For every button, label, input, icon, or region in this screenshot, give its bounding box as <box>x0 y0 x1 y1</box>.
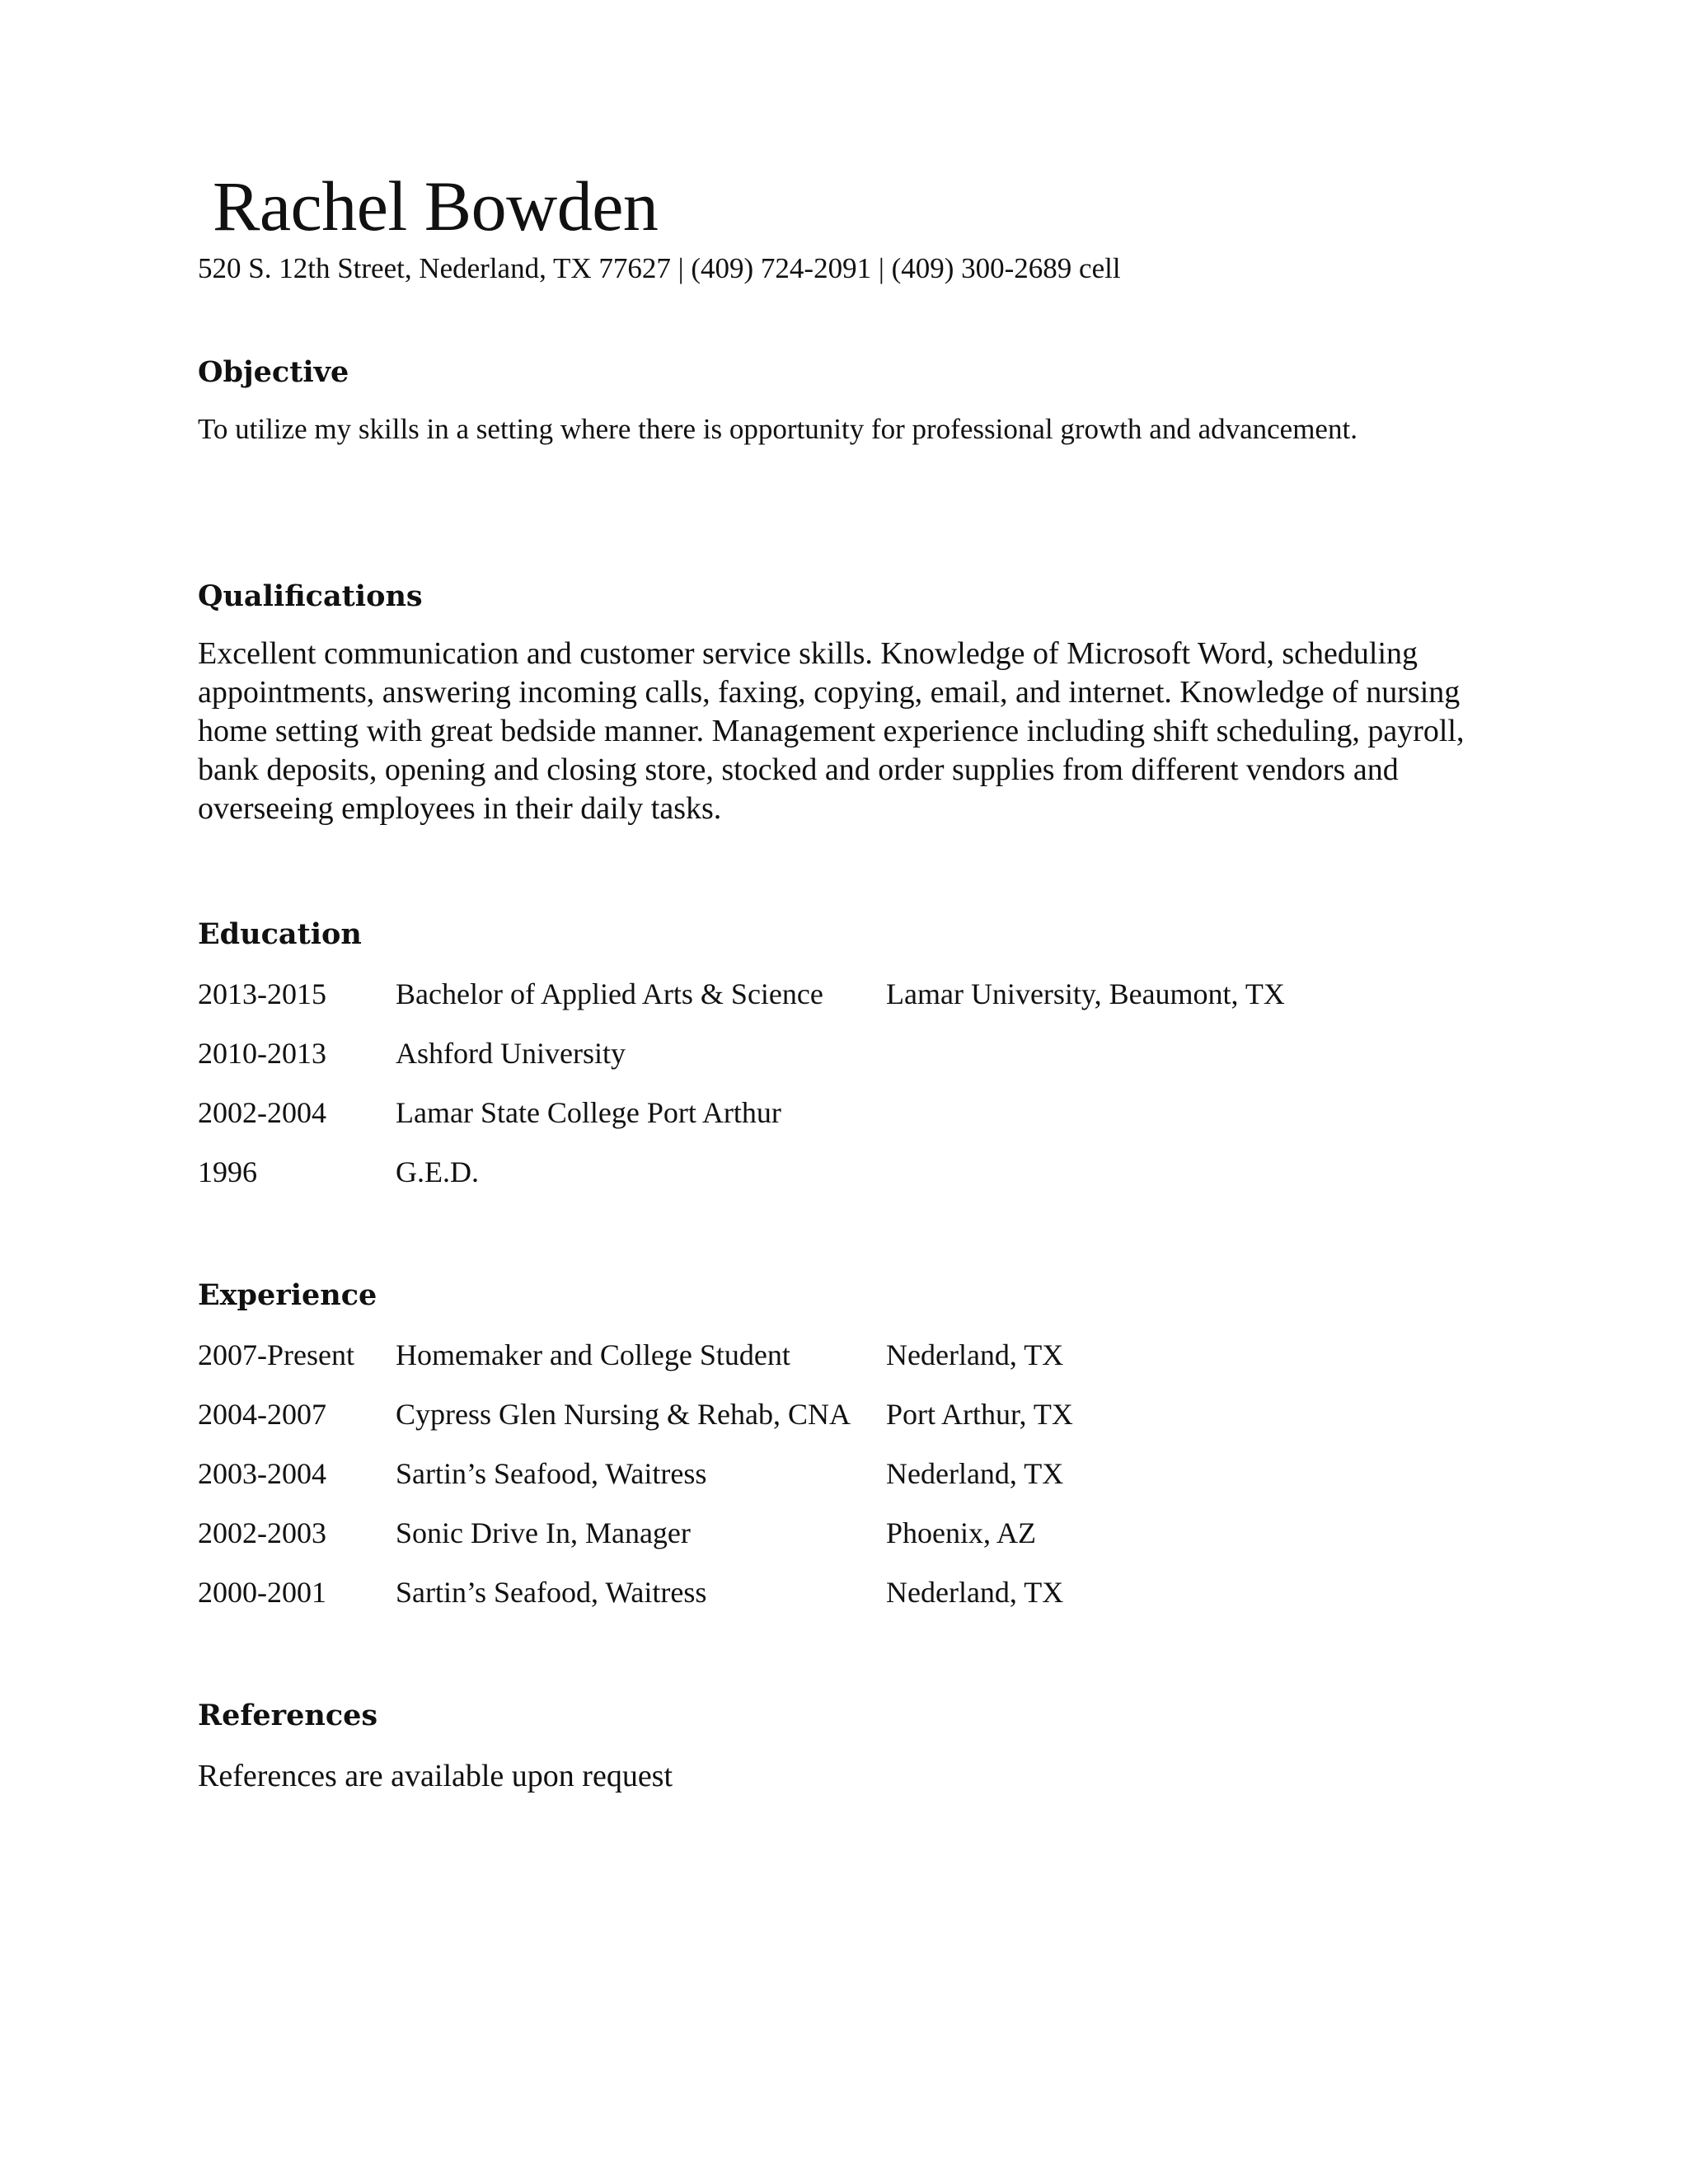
experience-row <box>198 1337 1500 1396</box>
resume-page <box>198 165 1500 1793</box>
objective-section <box>198 354 1500 448</box>
education-title: Ashford University <box>396 1037 626 1070</box>
qualifications-heading: Qualifications <box>198 579 423 613</box>
experience-years: 2003-2004 <box>198 1457 326 1490</box>
experience-location: Phoenix, AZ <box>886 1516 1037 1549</box>
education-title: G.E.D. <box>396 1155 479 1188</box>
experience-years: 2007-Present <box>198 1338 354 1371</box>
applicant-name: Rachel Bowden <box>213 166 659 246</box>
references-text: References are available upon request <box>198 1759 673 1793</box>
education-heading: Education <box>198 917 362 951</box>
experience-section <box>198 1277 1500 1633</box>
education-years: 2002-2004 <box>198 1096 326 1129</box>
experience-heading: Experience <box>198 1278 377 1312</box>
experience-row <box>198 1396 1500 1455</box>
experience-location: Port Arthur, TX <box>886 1398 1073 1431</box>
education-title: Bachelor of Applied Arts & Science <box>396 977 823 1010</box>
education-row <box>198 1035 1500 1094</box>
education-list <box>198 976 1500 1213</box>
experience-years: 2000-2001 <box>198 1576 326 1609</box>
experience-row <box>198 1455 1500 1515</box>
education-section <box>198 916 1500 1213</box>
objective-heading: Objective <box>198 355 349 389</box>
experience-list <box>198 1337 1500 1633</box>
experience-title: Sonic Drive In, Manager <box>396 1516 691 1549</box>
education-row <box>198 976 1500 1035</box>
education-years: 2010-2013 <box>198 1037 326 1070</box>
references-heading: References <box>198 1699 378 1732</box>
experience-location: Nederland, TX <box>886 1457 1064 1490</box>
experience-title: Homemaker and College Student <box>396 1338 790 1371</box>
experience-title: Sartin’s Seafood, Waitress <box>396 1576 707 1609</box>
experience-location: Nederland, TX <box>886 1338 1064 1371</box>
objective-text: To utilize my skills in a setting where there is opportunity for professional growth and advancement. <box>198 413 1357 445</box>
experience-years: 2004-2007 <box>198 1398 326 1431</box>
qualifications-section <box>198 579 1500 828</box>
experience-location: Nederland, TX <box>886 1576 1064 1609</box>
experience-row <box>198 1515 1500 1574</box>
education-years: 1996 <box>198 1155 257 1188</box>
experience-title: Cypress Glen Nursing & Rehab, CNA <box>396 1398 851 1431</box>
education-row <box>198 1094 1500 1154</box>
qualifications-text: Excellent communication and customer service skills. Knowledge of Microsoft Word, scheduling appointments, answering incoming calls, faxing, copying, email, and internet. Knowledge of nursing home setting with great bedside manner. Management experience including shift scheduling, payroll, bank deposits, opening and closing store, stocked and order supplies from different vendors and overseeing employees in their daily tasks. <box>198 636 1465 826</box>
experience-years: 2002-2003 <box>198 1516 326 1549</box>
contact-line: 520 S. 12th Street, Nederland, TX 77627 | (409) 724-2091 | (409) 300-2689 cell <box>198 252 1121 284</box>
education-title: Lamar State College Port Arthur <box>396 1096 781 1129</box>
experience-row <box>198 1574 1500 1633</box>
references-section <box>198 1698 1500 1796</box>
education-location: Lamar University, Beaumont, TX <box>886 977 1285 1010</box>
education-years: 2013-2015 <box>198 977 326 1010</box>
education-row <box>198 1154 1500 1213</box>
experience-title: Sartin’s Seafood, Waitress <box>396 1457 707 1490</box>
